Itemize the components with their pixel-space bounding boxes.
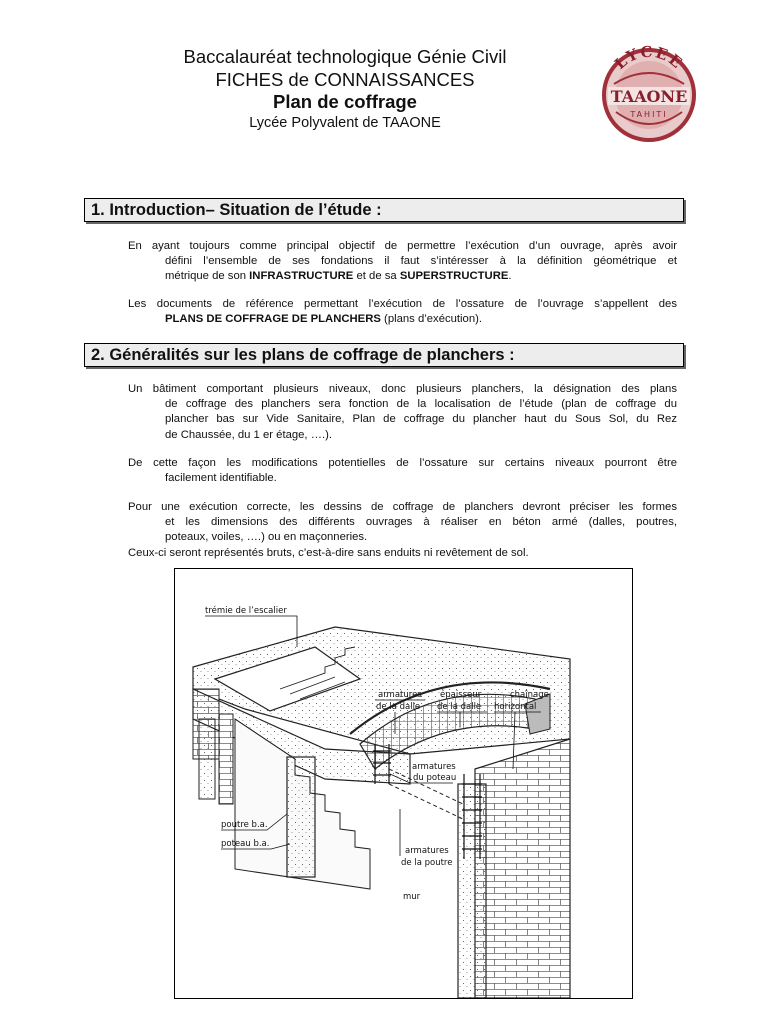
formwork-drawing <box>175 569 632 998</box>
right-brick-wall <box>475 739 570 998</box>
plans-coffrage-term: PLANS DE COFFRAGE DE PLANCHERS <box>165 313 381 326</box>
section-1-paragraph-2 <box>128 297 677 327</box>
s2p1-line1: Un bâtiment comportant plusieurs niveaux, donc plusieurs planchers, la désignation des plans <box>128 383 677 395</box>
label-poteau: poteau b.a. <box>221 839 270 849</box>
s1p1-line2: défini l’ensemble de ses fondations il faut s’intéresser à la définition géométrique et <box>165 255 677 268</box>
label-epaisseur-2: de la dalle <box>437 702 482 712</box>
label-armatures-poteau-2: du poteau <box>413 773 457 783</box>
logo-top-text: LYCEE <box>610 44 687 74</box>
label-armatures-poutre-2: de la poutre <box>401 858 453 868</box>
section-2-paragraph-2 <box>128 456 677 486</box>
s1p1-line3-start: métrique de son <box>165 270 250 283</box>
s1p2-line2-end: (plans d’exécution). <box>380 313 483 326</box>
section-2-heading: 2. Généralités sur les plans de coffrage de planchers : <box>91 346 515 364</box>
label-armatures-dalle-2: de la dalle <box>376 702 421 712</box>
s2p1-line4: de Chaussée, du 1 er étage, ….). <box>165 428 333 441</box>
s1p1-line3-mid: et de sa <box>353 270 400 283</box>
superstructure-term: SUPERSTRUCTURE <box>399 270 509 283</box>
page-header <box>0 0 768 160</box>
front-column <box>287 757 315 877</box>
header-school: Lycée Polyvalent de TAAONE <box>249 114 441 131</box>
label-chainage-1: chaînage <box>510 690 549 700</box>
header-text-block <box>130 46 560 132</box>
s2p2-line1: De cette façon les modifications potentielles de l’ossature sur certains niveaux pourront être <box>128 457 677 469</box>
label-mur: mur <box>403 892 421 902</box>
s1p2-line2 <box>128 312 677 327</box>
school-logo <box>596 44 702 146</box>
section-2-paragraph-1 <box>128 382 677 443</box>
label-armatures-poteau-1: armatures <box>412 762 456 772</box>
section-2-heading-box <box>84 343 684 367</box>
header-line-program: Baccalauréat technologique Génie Civil <box>183 46 507 67</box>
section-1-paragraph-1 <box>128 239 677 285</box>
infrastructure-term: INFRASTRUCTURE <box>249 270 354 283</box>
s1p1-line1: En ayant toujours comme principal objectif de permettre l’exécution d’un ouvrage, après avoir <box>128 240 677 252</box>
s1p1-line3-end: . <box>508 270 512 283</box>
label-chainage-2: horizontal <box>494 702 537 712</box>
left-column <box>199 719 215 799</box>
s2p1-line3: plancher bas sur Vide Sanitaire, Plan de coffrage du plancher haut du Sous Sol, du Rez <box>165 413 677 426</box>
s2p3-line1: Pour une exécution correcte, les dessins de coffrage de planchers devront préciser les formes <box>128 501 677 513</box>
label-armatures-poutre-1: armatures <box>405 846 449 856</box>
label-epaisseur-1: épaisseur <box>440 690 482 700</box>
stair-side-wall <box>219 714 233 804</box>
s2p3-line4: Ceux-ci seront représentés bruts, c’est-à-dire sans enduits ni revêtement de sol. <box>128 546 529 559</box>
label-tremie: trémie de l’escalier <box>205 606 287 616</box>
s1p1-line3 <box>128 269 677 284</box>
label-poutre: poutre b.a. <box>221 820 268 830</box>
s2p3-line3: poteaux, voiles, ….) ou en maçonneries. <box>165 531 368 544</box>
logo-middle-text: TAAONE <box>610 87 688 106</box>
s2p3-line2: et les dimensions des différents ouvrages à réaliser en béton armé (dalles, poutres, <box>165 516 677 529</box>
right-column <box>458 784 486 998</box>
label-armatures-dalle-1: armatures <box>378 690 422 700</box>
s2p2-line2: facilement identifiable. <box>165 472 277 485</box>
section-1-heading: 1. Introduction– Situation de l’étude : <box>91 201 382 219</box>
header-line-fiches: FICHES de CONNAISSANCES <box>215 68 475 90</box>
logo-bottom-text: TAHITI <box>630 110 668 119</box>
s2p1-line2: de coffrage des planchers sera fonction de la localisation de l’étude (plan de coffrage du <box>165 398 677 411</box>
page-title: Plan de coffrage <box>273 91 417 113</box>
s1p2-line1: Les documents de référence permettant l’exécution de l’ossature de l’ouvrage s’appellent des <box>128 298 677 310</box>
section-1-heading-box <box>84 198 684 222</box>
formwork-illustration <box>174 568 633 999</box>
section-2-paragraph-3 <box>128 500 677 561</box>
